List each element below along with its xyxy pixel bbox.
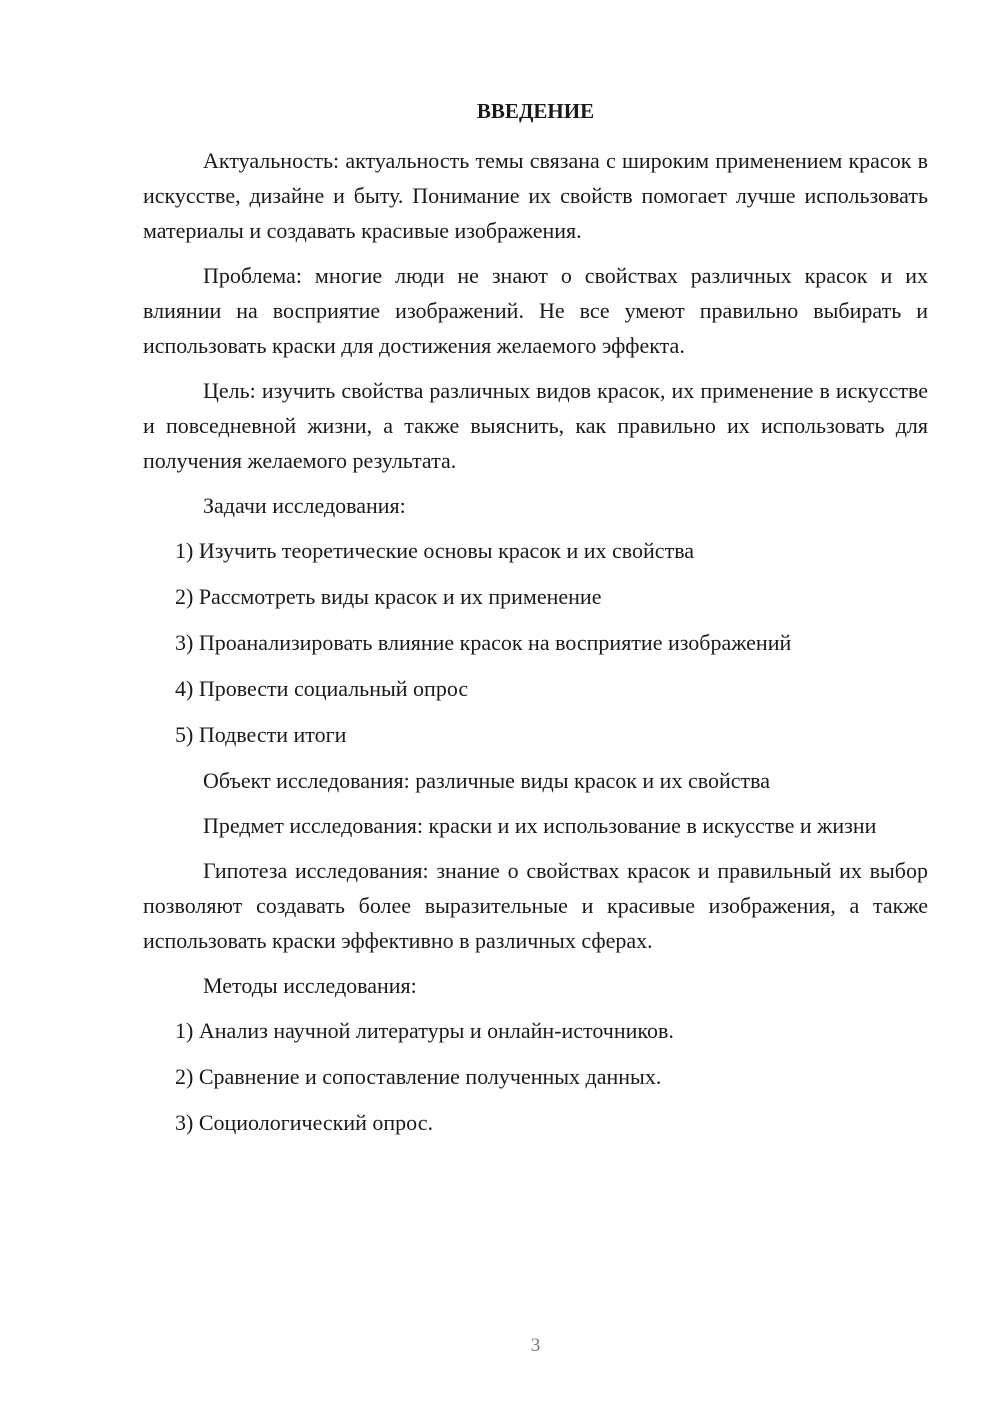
page-number: 3 [530,1335,541,1356]
methods-heading: Методы исследования: [203,973,417,998]
task-item: 5) Подвести итоги [175,722,347,747]
method-item: 2) Сравнение и сопоставление полученных данных. [175,1064,662,1089]
task-item: 3) Проанализировать влияние красок на восприятие изображений [175,630,792,655]
object-paragraph: Объект исследования: различные виды красок и их свойства [203,768,770,793]
tasks-heading: Задачи исследования: [203,493,406,518]
document-page [143,0,928,1414]
section-title: ВВЕДЕНИЕ [476,99,595,123]
method-item: 1) Анализ научной литературы и онлайн-источников. [175,1018,674,1043]
section-body [143,143,928,1151]
relevance-paragraph: Актуальность: актуальность темы связана с широким применением красок в искусстве, дизайне и быту. Понимание их свойств помогает лучше использовать материалы и создавать красивые изображения. [143,148,928,243]
goal-paragraph: Цель: изучить свойства различных видов красок, их применение в искусстве и повседневной жизни, а также выяснить, как правильно их использовать для получения желаемого результата. [143,378,928,473]
task-item: 2) Рассмотреть виды красок и их применение [175,584,602,609]
problem-paragraph: Проблема: многие люди не знают о свойствах различных красок и их влиянии на восприятие изображений. Не все умеют правильно выбирать и использовать краски для достижения желаемого эффекта. [143,263,928,358]
task-item: 1) Изучить теоретические основы красок и их свойства [175,538,695,563]
hypothesis-paragraph: Гипотеза исследования: знание о свойствах красок и правильный их выбор позволяют создавать более выразительные и красивые изображения, а также использовать краски эффективно в различных сферах. [143,858,928,953]
method-item: 3) Социологический опрос. [175,1110,433,1135]
subject-paragraph: Предмет исследования: краски и их использование в искусстве и жизни [203,813,877,838]
task-item: 4) Провести социальный опрос [175,676,469,701]
